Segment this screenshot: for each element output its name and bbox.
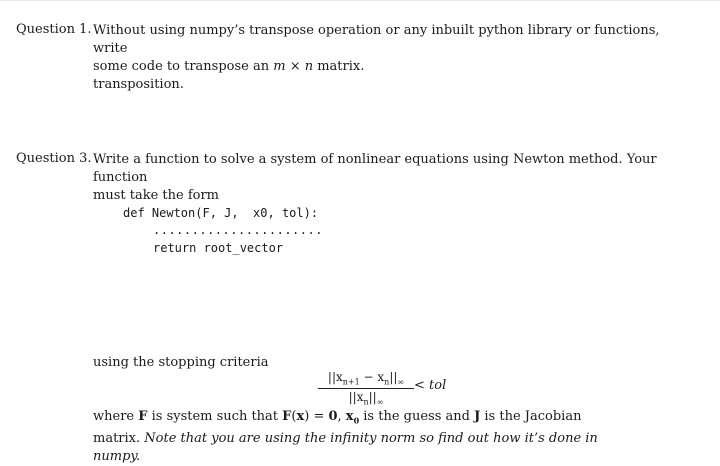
where-text-1: where — [93, 409, 139, 424]
den-sub: n — [363, 397, 369, 407]
symbol-Fx: F — [282, 409, 292, 424]
num-sub1: n+1 — [342, 377, 360, 387]
matrix-line — [93, 430, 613, 448]
question1-body — [93, 22, 693, 94]
question3-line2: must take the form — [93, 188, 220, 203]
question1-line1: Without using numpy’s transpose operation or any inbuilt python library or functions, write — [93, 23, 660, 56]
numpy-word: numpy. — [93, 448, 141, 464]
paren-eq: ) = — [304, 409, 329, 424]
question3-line1: Write a function to solve a system of nonlinear equations using Newton method. Your function — [93, 152, 657, 185]
question3-label: Question 3. — [16, 151, 92, 166]
symbol-x: x — [296, 409, 305, 424]
infinity-norm-note: Note that you are using the infinity norm so find out how it’s done in — [144, 430, 598, 446]
paren-open: ( — [291, 409, 297, 424]
question1-line2 — [93, 58, 693, 76]
where-line — [93, 408, 613, 430]
where-paragraph — [93, 408, 613, 466]
num-sub2: n — [384, 377, 390, 387]
num-inf: ∞ — [397, 377, 405, 387]
num-norm-close: || — [389, 370, 398, 384]
den-inf: ∞ — [376, 397, 384, 407]
question1-line2-prefix: some code to transpose an — [93, 59, 274, 74]
code-def-line: def Newton(F, J, x0, tol): — [123, 206, 319, 220]
question1-line2-suffix: matrix. — [313, 59, 365, 74]
question1-label: Question 1. — [16, 22, 92, 37]
num-norm-open: ||x — [327, 370, 343, 384]
top-divider — [0, 0, 720, 1]
den-norm-close: || — [368, 390, 377, 405]
tol-symbol: tol — [429, 378, 447, 393]
symbol-x0-sub: 0 — [353, 415, 360, 426]
symbol-F: F — [138, 409, 148, 424]
symbol-x0: x — [345, 409, 354, 424]
code-return-line: return root_vector — [153, 241, 284, 255]
where-text-6: is the guess and — [359, 409, 475, 424]
comma: , — [337, 409, 346, 424]
symbol-zero: 0 — [328, 409, 338, 424]
matrix-word: matrix. — [93, 430, 145, 446]
numpy-line — [93, 448, 613, 466]
where-text-7: is the Jacobian — [480, 409, 582, 424]
code-dots-line: ...................... — [153, 223, 323, 237]
fraction-numerator — [318, 370, 414, 389]
criteria-intro: using the stopping criteria — [93, 355, 269, 370]
den-norm-open: ||x — [348, 390, 364, 405]
where-text-2: is system such that — [147, 409, 283, 424]
tolerance-comparison — [414, 378, 446, 393]
less-than: < — [414, 378, 430, 393]
stopping-criteria-fraction — [318, 370, 414, 407]
symbol-J: J — [474, 409, 481, 424]
question1-matrix-dims: m × n — [273, 59, 314, 74]
fraction-denominator — [318, 389, 414, 406]
question3-body — [93, 151, 693, 205]
question1-line3: transposition. — [93, 77, 184, 92]
num-minus: − x — [359, 370, 385, 384]
